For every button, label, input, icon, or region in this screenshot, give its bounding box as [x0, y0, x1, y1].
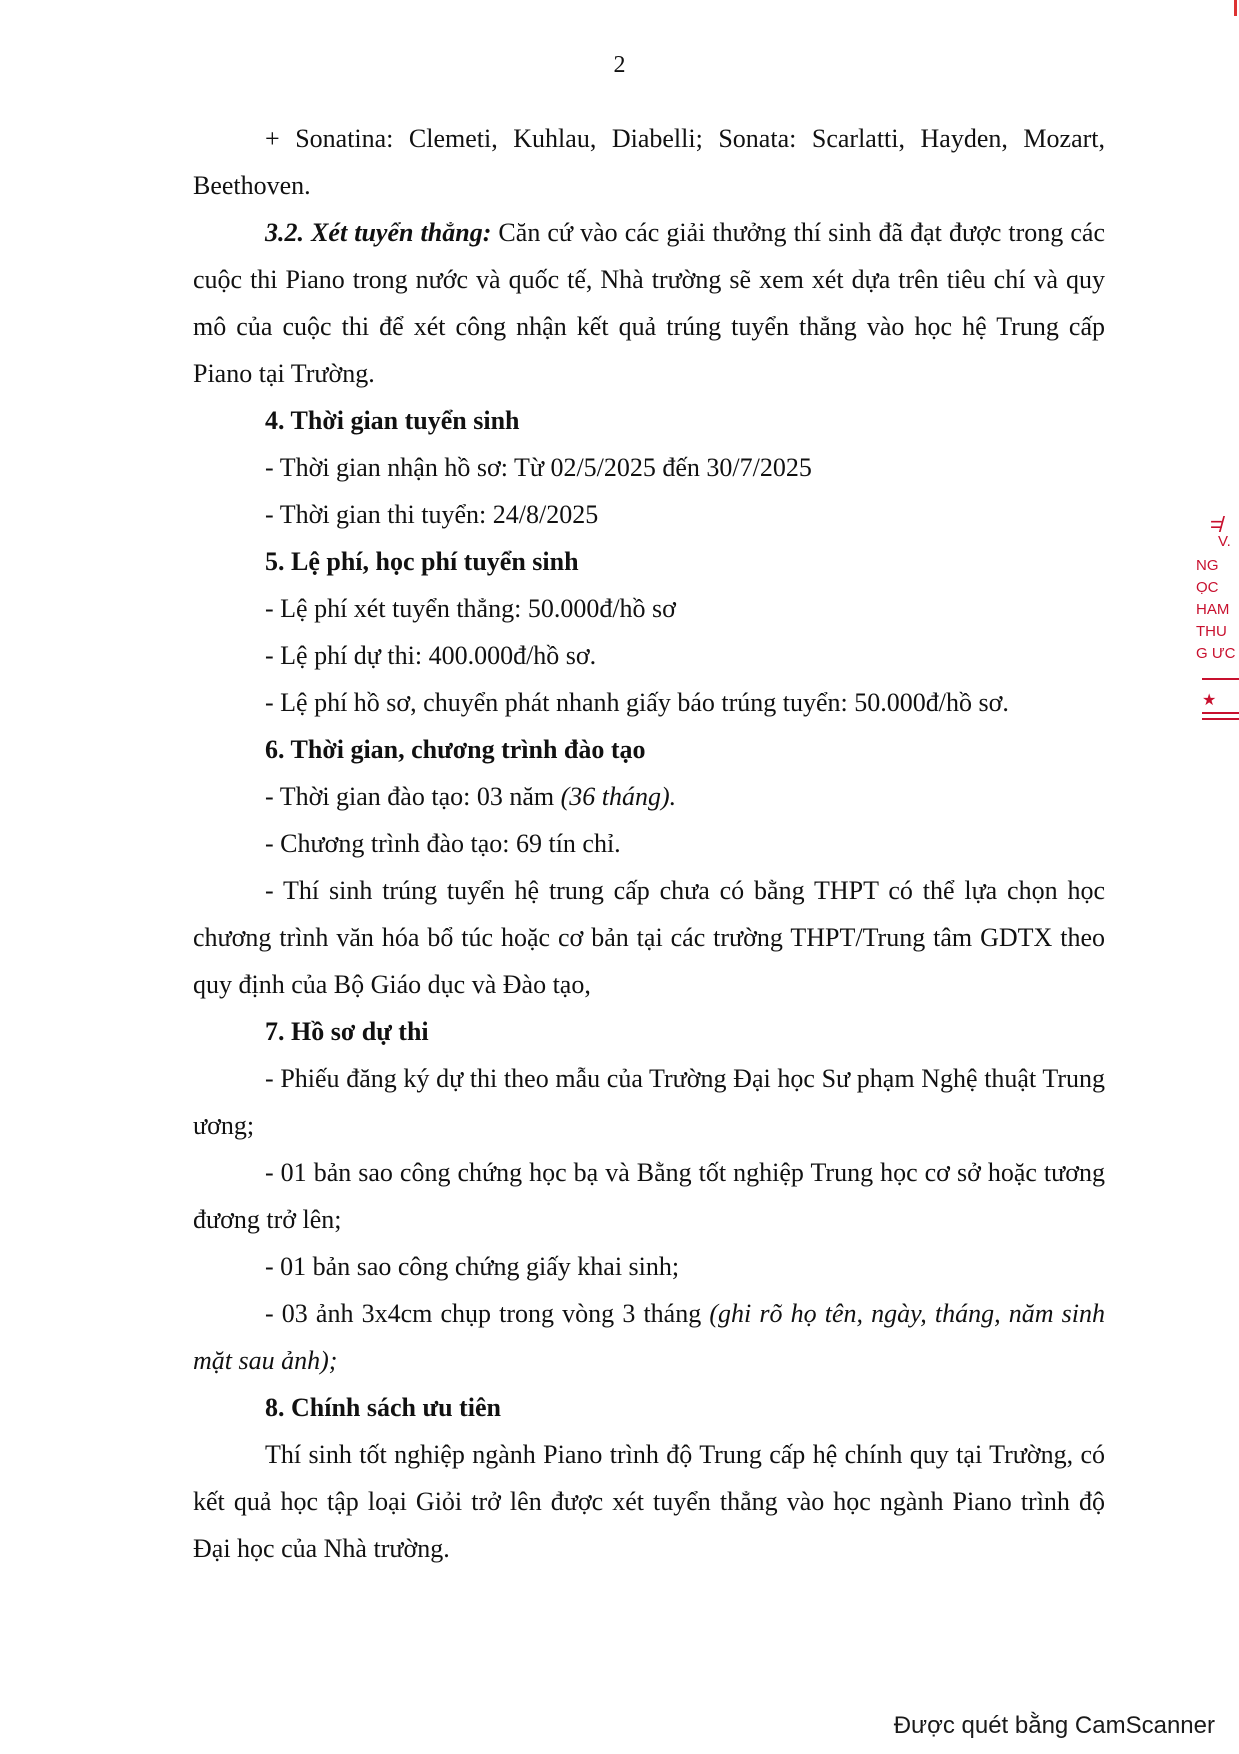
- direct-admission-text: Căn cứ vào các giải thưởng thí sinh đã đạt được trong các cuộc thi Piano trong nước và quốc tế, Nhà trường sẽ xem xét dựa trên tiêu chí và quy mô của cuộc thi để xét công nhận kết quả trúng tuyển thẳng vào học hệ Trung cấp Piano tại Trường.: [193, 218, 1105, 388]
- seal-star-icon: ★: [1202, 692, 1217, 709]
- list-item: - 01 bản sao công chứng giấy khai sinh;: [265, 1252, 680, 1281]
- list-item: - Thí sinh trúng tuyển hệ trung cấp chưa có bằng THPT có thể lựa chọn học chương trình văn hóa bổ túc hoặc cơ bản tại các trường THPT/Trung tâm GDTX theo quy định của Bộ Giáo dục và Đào tạo,: [193, 876, 1105, 999]
- list-item: - Lệ phí hồ sơ, chuyển phát nhanh giấy báo trúng tuyển: 50.000đ/hồ sơ.: [265, 688, 1009, 717]
- section-4-heading: 4. Thời gian tuyển sinh: [265, 406, 520, 435]
- seal-line: [1202, 678, 1239, 680]
- camscanner-watermark: Được quét bằng CamScanner: [893, 1712, 1215, 1739]
- list-item: - 01 bản sao công chứng học bạ và Bằng tốt nghiệp Trung học cơ sở hoặc tương đương trở lên;: [193, 1158, 1105, 1234]
- list-item: [193, 773, 1105, 820]
- list-item: - Phiếu đăng ký dự thi theo mẫu của Trường Đại học Sư phạm Nghệ thuật Trung ương;: [193, 1064, 1105, 1140]
- sonatina-line: + Sonatina: Clemeti, Kuhlau, Diabelli; Sonata: Scarlatti, Hayden, Mozart, Beethoven.: [193, 124, 1105, 200]
- section-5-heading: 5. Lệ phí, học phí tuyển sinh: [265, 547, 579, 576]
- seal-text: ỌC: [1196, 579, 1219, 596]
- list-item: - Lệ phí dự thi: 400.000đ/hồ sơ.: [265, 641, 597, 670]
- list-item: - Chương trình đào tạo: 69 tín chỉ.: [265, 829, 621, 858]
- section-7-heading: 7. Hồ sơ dự thi: [265, 1017, 429, 1046]
- seal-text: HAM: [1196, 601, 1230, 618]
- duration-note: (36 tháng).: [560, 782, 677, 811]
- photo-note: (ghi rõ họ tên, ngày, tháng, năm sinh mặt sau ảnh);: [193, 1299, 1105, 1375]
- section-6-heading: 6. Thời gian, chương trình đào tạo: [265, 735, 646, 764]
- seal-text: THU: [1196, 623, 1227, 640]
- list-item: [193, 1290, 1105, 1384]
- edge-mark: [1234, 0, 1237, 16]
- document-body: [193, 115, 1105, 1572]
- direct-admission-label: 3.2. Xét tuyển thẳng:: [265, 218, 492, 247]
- direct-admission-paragraph: [193, 209, 1105, 397]
- seal-text: G ƯC: [1196, 645, 1236, 662]
- list-item: - Lệ phí xét tuyển thẳng: 50.000đ/hồ sơ: [265, 594, 676, 623]
- photo-text: - 03 ảnh 3x4cm chụp trong vòng 3 tháng: [265, 1299, 710, 1328]
- duration-text: - Thời gian đào tạo: 03 năm: [265, 782, 561, 811]
- seal-text: NG: [1196, 557, 1219, 574]
- seal-text: V.: [1218, 533, 1231, 550]
- seal-line: [1202, 718, 1239, 720]
- seal-line: [1202, 712, 1239, 714]
- priority-paragraph: Thí sinh tốt nghiệp ngành Piano trình độ Trung cấp hệ chính quy tại Trường, có kết quả học tập loại Giỏi trở lên được xét tuyển thẳng vào học ngành Piano trình độ Đại học của Nhà trường.: [193, 1440, 1105, 1563]
- list-item: - Thời gian nhận hồ sơ: Từ 02/5/2025 đến 30/7/2025: [265, 453, 812, 482]
- list-item: - Thời gian thi tuyển: 24/8/2025: [265, 500, 599, 529]
- section-8-heading: 8. Chính sách ưu tiên: [265, 1393, 501, 1422]
- seal-border: =/: [1210, 512, 1221, 537]
- red-seal-fragment: [1192, 512, 1239, 727]
- page-number: 2: [613, 52, 626, 78]
